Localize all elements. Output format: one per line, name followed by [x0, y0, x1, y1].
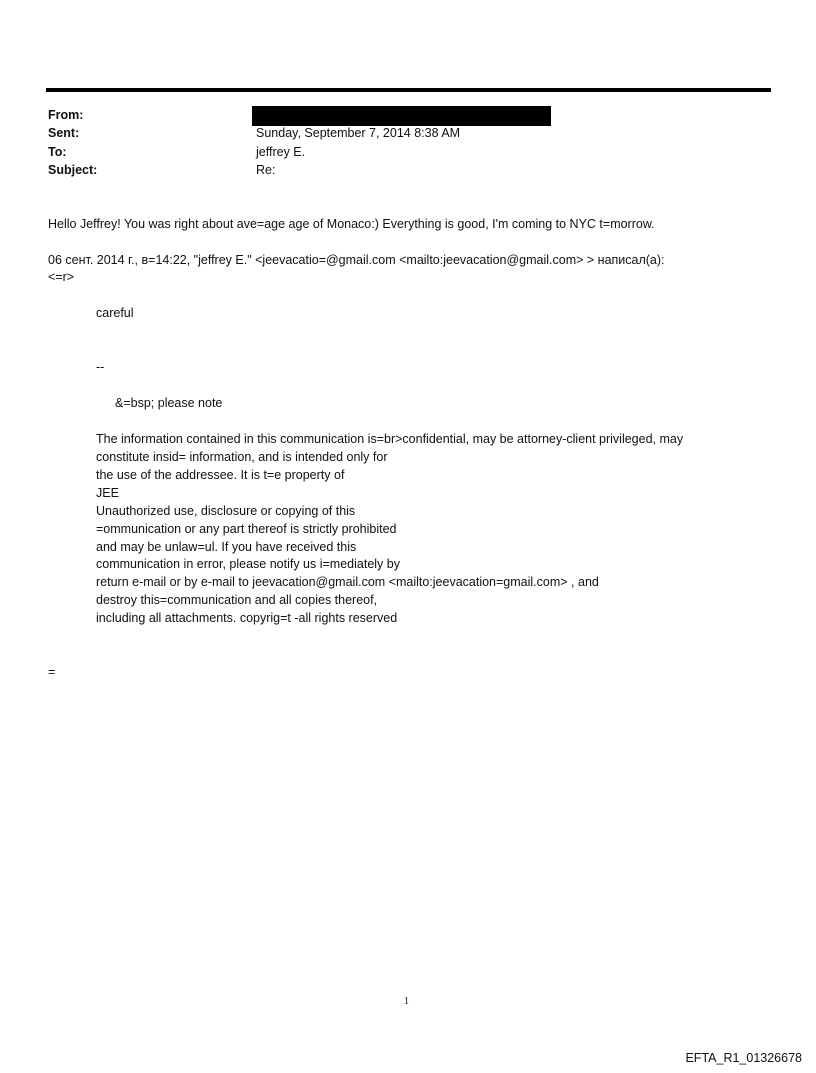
subject-value: Re:: [256, 163, 276, 177]
disclaimer-line: Unauthorized use, disclosure or copying of this: [96, 504, 356, 518]
disclaimer-line: the use of the addressee. It is t=e property of: [96, 468, 345, 482]
careful-text: careful: [96, 306, 134, 320]
quote-intro: 06 сент. 2014 г., в=14:22, "jeffrey E." <jeevacatio=@gmail.com <mailto:jeevacation@gmail.com> > написал(а):: [48, 253, 665, 267]
from-label: From:: [48, 108, 84, 122]
page-number: 1: [404, 996, 409, 1007]
disclaimer-line: communication in error, please notify us i=mediately by: [96, 557, 400, 571]
header-rule: [46, 88, 771, 92]
trailing-equals: =: [48, 665, 56, 679]
sent-value: Sunday, September 7, 2014 8:38 AM: [256, 126, 461, 140]
subject-label: Subject:: [48, 163, 98, 177]
signature-dashes: --: [96, 360, 105, 374]
redaction-block: [252, 106, 551, 126]
disclaimer-line: The information contained in this communication is=br>confidential, may be attorney-client privileged, may: [96, 432, 684, 446]
please-note: &=bsp; please note: [115, 396, 223, 410]
disclaimer-line: destroy this=communication and all copies thereof,: [96, 593, 378, 607]
document-id: EFTA_R1_01326678: [685, 1051, 802, 1065]
sent-label: Sent:: [48, 126, 80, 140]
disclaimer-line: constitute insid= information, and is intended only for: [96, 450, 388, 464]
disclaimer-line: JEE: [96, 486, 119, 500]
greeting-line: Hello Jeffrey! You was right about ave=age age of Monaco:) Everything is good, I'm coming to NYC t=morrow.: [48, 217, 655, 231]
quote-tag: <=r>: [48, 270, 75, 284]
disclaimer-line: =ommunication or any part thereof is strictly prohibited: [96, 522, 397, 536]
to-label: To:: [48, 145, 67, 159]
to-value: jeffrey E.: [256, 145, 306, 159]
disclaimer-line: including all attachments. copyrig=t -all rights reserved: [96, 611, 398, 625]
disclaimer-line: and may be unlaw=ul. If you have received this: [96, 540, 357, 554]
disclaimer-line: return e-mail or by e-mail to jeevacation@gmail.com <mailto:jeevacation=gmail.com> , and: [96, 575, 599, 589]
